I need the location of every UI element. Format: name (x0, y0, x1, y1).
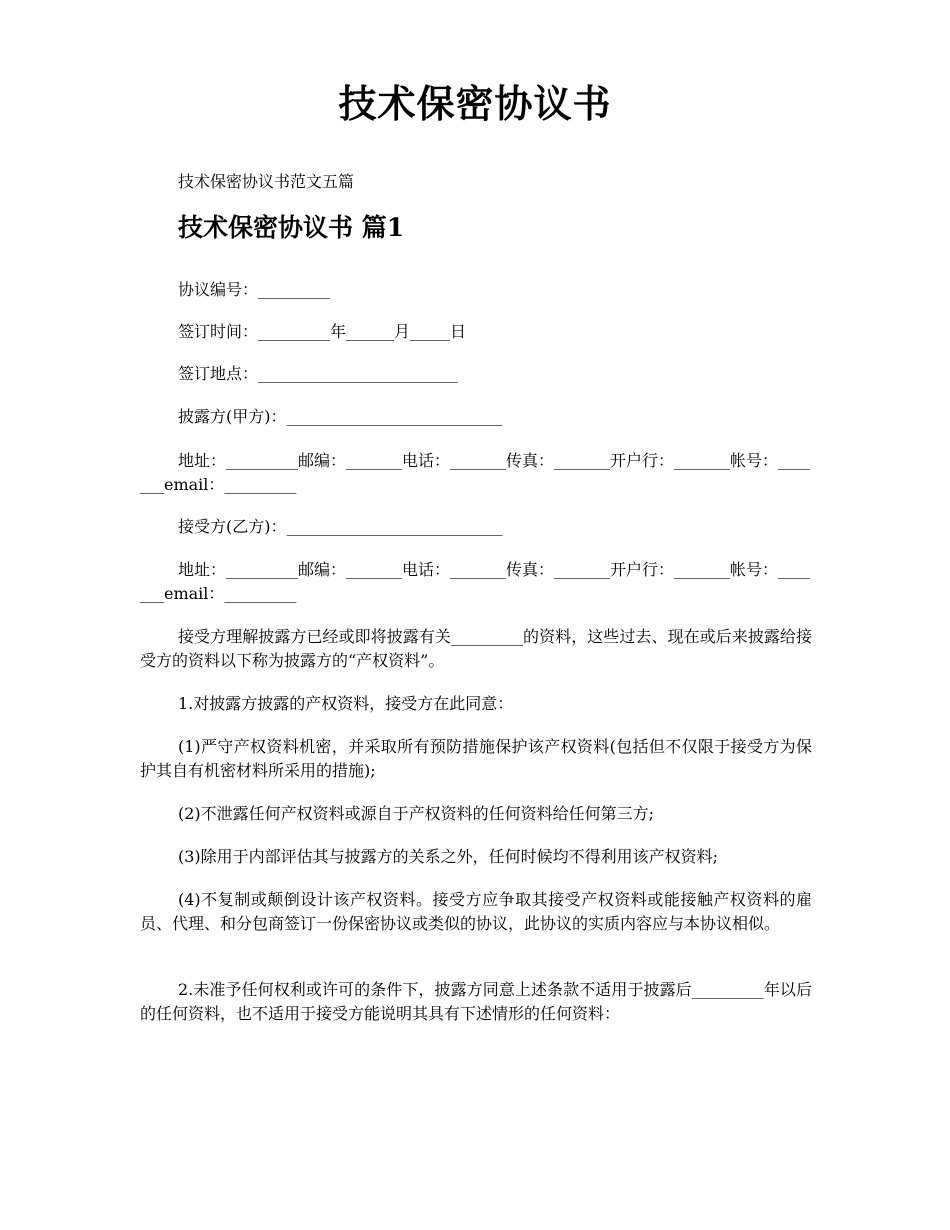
section-heading: 技术保密协议书 篇1 (178, 213, 405, 242)
clause-1-item-4: (4)不复制或颠倒设计该产权资料。接受方应争取其接受产权资料或能接触产权资料的雇员、代理、和分包商签订一份保密协议或类似的协议，此协议的实质内容应与本协议相似。 (140, 890, 812, 933)
clause-1: 1.对披露方披露的产权资料，接受方在此同意： (178, 694, 514, 713)
intro-paragraph: 接受方理解披露方已经或即将披露有关_________的资料，这些过去、现在或后来披露给接受方的资料以下称为披露方的“产权资料”。 (140, 627, 812, 670)
party-b-contact-field: 地址：_________邮编：_______电话：_______传真：_______开户行：_______帐号：_______email：_________ (140, 560, 811, 603)
clause-1-item-2: (2)不泄露任何产权资料或源自于产权资料的任何资料给任何第三方; (178, 804, 655, 823)
document-title: 技术保密协议书 (338, 81, 612, 126)
document-subtitle: 技术保密协议书范文五篇 (178, 172, 355, 191)
party-a-contact-field: 地址：_________邮编：_______电话：_______传真：_______开户行：_______帐号：_______email：_________ (140, 451, 811, 494)
agreement-number-field: 协议编号：_________ (178, 280, 331, 299)
clause-2: 2.未准予任何权利或许可的条件下，披露方同意上述条款不适用于披露后_________年以后的任何资料，也不适用于接受方能说明其具有下述情形的任何资料： (140, 980, 812, 1023)
party-a-field: 披露方(甲方)：___________________________ (178, 407, 503, 426)
clause-1-item-1: (1)严守产权资料机密，并采取所有预防措施保护该产权资料(包括但不仅限于接受方为保护其自有机密材料所采用的措施); (140, 737, 812, 780)
sign-place-field: 签订地点：_________________________ (178, 364, 459, 383)
party-b-field: 接受方(乙方)：___________________________ (178, 517, 503, 536)
sign-date-field: 签订时间：_________年______月_____日 (178, 322, 467, 341)
clause-1-item-3: (3)除用于内部评估其与披露方的关系之外，任何时候均不得利用该产权资料; (178, 847, 719, 866)
